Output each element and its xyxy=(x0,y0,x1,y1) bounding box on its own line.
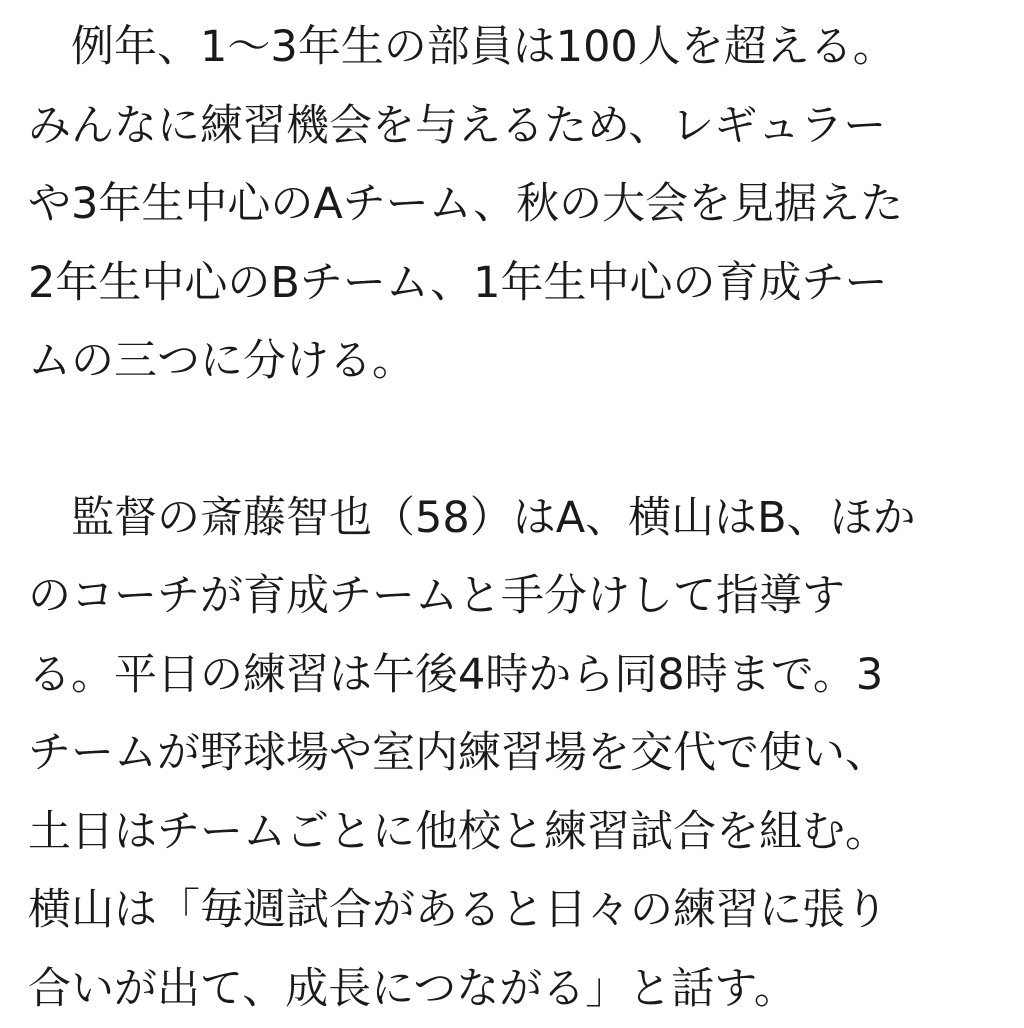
text-line: ムの三つに分ける。 xyxy=(28,322,1000,401)
text-line: 横山は「毎週試合があると日々の練習に張り xyxy=(28,871,1000,950)
text-line: や3年生中心のAチーム、秋の大会を見据えた xyxy=(28,165,1000,244)
article-body xyxy=(28,8,1000,1028)
text-line: みんなに練習機会を与えるため、レギュラー xyxy=(28,87,1000,166)
paragraph-2 xyxy=(28,479,1000,1028)
text-line: 監督の斎藤智也（58）はA、横山はB、ほか xyxy=(28,479,1000,558)
text-line: 合いが出て、成長につながる」と話す。 xyxy=(28,950,1000,1028)
text-line: チームが野球場や室内練習場を交代で使い、 xyxy=(28,714,1000,793)
text-line: る。平日の練習は午後4時から同8時まで。3 xyxy=(28,636,1000,715)
paragraph-spacer xyxy=(28,401,1000,479)
paragraph-1 xyxy=(28,8,1000,401)
text-line: 2年生中心のBチーム、1年生中心の育成チー xyxy=(28,244,1000,323)
text-line: 土日はチームごとに他校と練習試合を組む。 xyxy=(28,793,1000,872)
text-line: 例年、1〜3年生の部員は100人を超える。 xyxy=(28,8,1000,87)
text-line: のコーチが育成チームと手分けして指導す xyxy=(28,557,1000,636)
